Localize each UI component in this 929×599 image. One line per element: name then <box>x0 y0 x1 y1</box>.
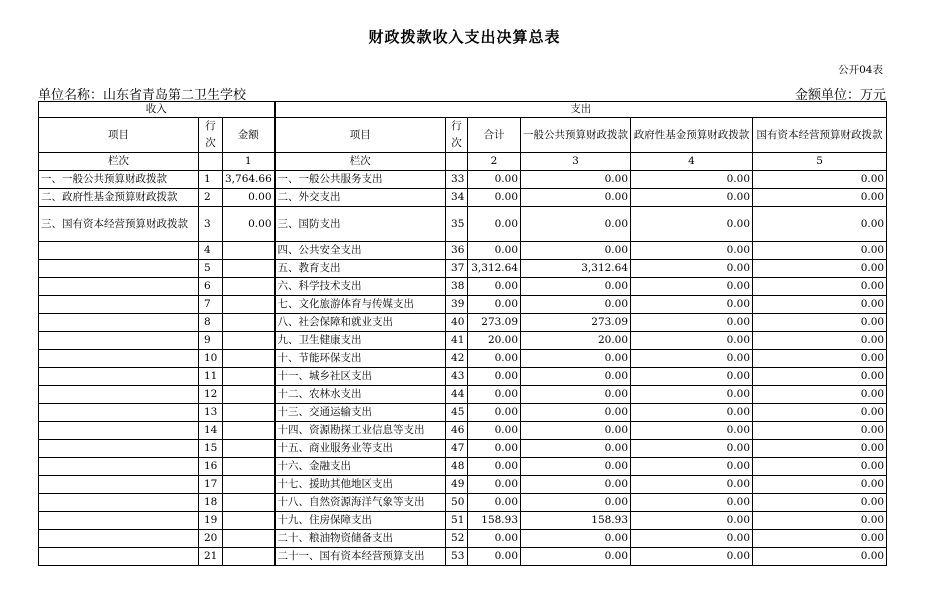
state-capital-budget-cell: 0.00 <box>753 530 887 548</box>
table-row <box>39 296 887 314</box>
gov-fund-budget-cell: 0.00 <box>631 314 753 332</box>
gov-fund-budget-cell: 0.00 <box>631 189 753 207</box>
table-row <box>39 189 887 207</box>
income-line-no-cell: 13 <box>199 404 223 422</box>
gov-fund-budget-cell: 0.00 <box>631 332 753 350</box>
income-item-cell <box>39 332 199 350</box>
table-row <box>39 207 887 242</box>
income-line-no-cell: 21 <box>199 548 223 566</box>
income-line-no-cell: 19 <box>199 512 223 530</box>
income-line-no-cell: 9 <box>199 332 223 350</box>
col-num-4: 4 <box>631 153 753 171</box>
total-cell: 0.00 <box>468 350 521 368</box>
income-amount-cell <box>223 386 275 404</box>
gov-fund-budget-cell: 0.00 <box>631 350 753 368</box>
general-budget-cell: 0.00 <box>521 494 631 512</box>
general-budget-cell: 273.09 <box>521 314 631 332</box>
income-amount-cell <box>223 350 275 368</box>
gov-fund-budget-cell: 0.00 <box>631 242 753 260</box>
table-row <box>39 314 887 332</box>
state-capital-budget-cell: 0.00 <box>753 476 887 494</box>
income-amount-cell <box>223 440 275 458</box>
general-budget-cell: 0.00 <box>521 350 631 368</box>
general-budget-cell: 0.00 <box>521 386 631 404</box>
gov-fund-budget-cell: 0.00 <box>631 404 753 422</box>
gov-fund-budget-cell: 0.00 <box>631 171 753 189</box>
table-row <box>39 422 887 440</box>
total-cell: 0.00 <box>468 494 521 512</box>
total-header: 合计 <box>468 118 521 153</box>
income-column-row-label: 栏次 <box>39 153 199 171</box>
expense-item-cell: 七、文化旅游体育与传媒支出 <box>275 296 446 314</box>
table-row <box>39 548 887 566</box>
expense-item-cell: 四、公共安全支出 <box>275 242 446 260</box>
gov-fund-budget-cell: 0.00 <box>631 260 753 278</box>
expense-line-no-cell: 39 <box>446 296 468 314</box>
income-line-no-cell: 5 <box>199 260 223 278</box>
income-amount-cell <box>223 422 275 440</box>
expense-item-cell: 十八、自然资源海洋气象等支出 <box>275 494 446 512</box>
state-capital-budget-cell: 0.00 <box>753 260 887 278</box>
expense-line-no-cell: 50 <box>446 494 468 512</box>
income-item-cell <box>39 260 199 278</box>
income-line-no-cell: 16 <box>199 458 223 476</box>
expense-line-no-cell: 37 <box>446 260 468 278</box>
income-item-cell <box>39 314 199 332</box>
income-amount-cell <box>223 332 275 350</box>
income-line-no-cell: 11 <box>199 368 223 386</box>
income-amount-cell <box>223 494 275 512</box>
income-item-cell: 二、政府性基金预算财政拨款 <box>39 189 199 207</box>
total-cell: 0.00 <box>468 242 521 260</box>
table-row <box>39 512 887 530</box>
income-item-cell <box>39 476 199 494</box>
table-row <box>39 440 887 458</box>
state-capital-budget-cell: 0.00 <box>753 548 887 566</box>
income-amount-cell <box>223 242 275 260</box>
expense-item-cell: 十二、农林水支出 <box>275 386 446 404</box>
total-cell: 0.00 <box>468 368 521 386</box>
total-cell: 0.00 <box>468 171 521 189</box>
total-cell: 0.00 <box>468 530 521 548</box>
income-line-no-cell: 15 <box>199 440 223 458</box>
expense-item-cell: 一、一般公共服务支出 <box>275 171 446 189</box>
expense-group-header: 支出 <box>275 102 887 118</box>
state-capital-budget-cell: 0.00 <box>753 314 887 332</box>
state-capital-budget-cell: 0.00 <box>753 404 887 422</box>
total-cell: 0.00 <box>468 548 521 566</box>
income-line-no-cell: 12 <box>199 386 223 404</box>
income-amount-cell: 0.00 <box>223 207 275 242</box>
income-line-no-cell: 1 <box>199 171 223 189</box>
expense-item-cell: 十一、城乡社区支出 <box>275 368 446 386</box>
income-amount-header: 金额 <box>223 118 275 153</box>
general-budget-cell: 0.00 <box>521 548 631 566</box>
income-line-no-cell: 17 <box>199 476 223 494</box>
expense-item-cell: 五、教育支出 <box>275 260 446 278</box>
expense-item-cell: 十、节能环保支出 <box>275 350 446 368</box>
general-budget-header: 一般公共预算财政拨款 <box>521 118 631 153</box>
state-capital-budget-cell: 0.00 <box>753 332 887 350</box>
income-item-cell <box>39 494 199 512</box>
col-num-3: 3 <box>521 153 631 171</box>
state-capital-budget-cell: 0.00 <box>753 386 887 404</box>
gov-fund-budget-cell: 0.00 <box>631 386 753 404</box>
state-capital-budget-cell: 0.00 <box>753 512 887 530</box>
state-capital-budget-cell: 0.00 <box>753 494 887 512</box>
income-item-cell <box>39 278 199 296</box>
table-row <box>39 242 887 260</box>
total-cell: 158.93 <box>468 512 521 530</box>
income-item-cell: 三、国有资本经营预算财政拨款 <box>39 207 199 242</box>
expense-item-cell: 八、社会保障和就业支出 <box>275 314 446 332</box>
income-group-header: 收入 <box>39 102 275 118</box>
expense-line-no-header: 行次 <box>446 118 468 153</box>
amount-unit: 金额单位：万元 <box>794 88 886 103</box>
expense-item-header: 项目 <box>275 118 446 153</box>
state-capital-budget-cell: 0.00 <box>753 207 887 242</box>
state-capital-budget-cell: 0.00 <box>753 242 887 260</box>
state-capital-budget-cell: 0.00 <box>753 278 887 296</box>
gov-fund-budget-cell: 0.00 <box>631 296 753 314</box>
expense-line-no-cell: 49 <box>446 476 468 494</box>
expense-item-cell: 二、外交支出 <box>275 189 446 207</box>
total-cell: 0.00 <box>468 278 521 296</box>
expense-item-cell: 十四、资源勘探工业信息等支出 <box>275 422 446 440</box>
income-item-cell <box>39 350 199 368</box>
expense-item-cell: 二十、粮油物资储备支出 <box>275 530 446 548</box>
gov-fund-budget-cell: 0.00 <box>631 207 753 242</box>
expense-line-no-blank <box>446 153 468 171</box>
expense-line-no-cell: 41 <box>446 332 468 350</box>
expense-line-no-cell: 35 <box>446 207 468 242</box>
income-amount-cell <box>223 278 275 296</box>
expense-line-no-cell: 48 <box>446 458 468 476</box>
general-budget-cell: 0.00 <box>521 207 631 242</box>
income-line-no-cell: 20 <box>199 530 223 548</box>
state-capital-budget-cell: 0.00 <box>753 458 887 476</box>
income-amount-cell <box>223 404 275 422</box>
general-budget-cell: 0.00 <box>521 530 631 548</box>
income-item-cell <box>39 458 199 476</box>
expense-line-no-cell: 47 <box>446 440 468 458</box>
income-item-cell <box>39 530 199 548</box>
expense-column-row-label: 栏次 <box>275 153 446 171</box>
income-line-no-header: 行次 <box>199 118 223 153</box>
income-line-no-cell: 18 <box>199 494 223 512</box>
income-item-cell <box>39 386 199 404</box>
unit-name: 单位名称：山东省青岛第二卫生学校 <box>38 88 247 103</box>
expense-item-cell: 十三、交通运输支出 <box>275 404 446 422</box>
gov-fund-budget-cell: 0.00 <box>631 458 753 476</box>
general-budget-cell: 0.00 <box>521 476 631 494</box>
general-budget-cell: 0.00 <box>521 422 631 440</box>
total-cell: 0.00 <box>468 386 521 404</box>
expense-item-cell: 十七、援助其他地区支出 <box>275 476 446 494</box>
table-row <box>39 350 887 368</box>
state-capital-budget-cell: 0.00 <box>753 350 887 368</box>
income-item-cell <box>39 368 199 386</box>
table-row <box>39 171 887 189</box>
income-line-no-cell: 6 <box>199 278 223 296</box>
expense-line-no-cell: 46 <box>446 422 468 440</box>
state-capital-budget-cell: 0.00 <box>753 422 887 440</box>
general-budget-cell: 158.93 <box>521 512 631 530</box>
total-cell: 3,312.64 <box>468 260 521 278</box>
expense-line-no-cell: 40 <box>446 314 468 332</box>
general-budget-cell: 0.00 <box>521 171 631 189</box>
expense-line-no-cell: 52 <box>446 530 468 548</box>
expense-line-no-cell: 42 <box>446 350 468 368</box>
income-amount-cell <box>223 530 275 548</box>
general-budget-cell: 0.00 <box>521 189 631 207</box>
income-item-cell <box>39 512 199 530</box>
income-item-header: 项目 <box>39 118 199 153</box>
total-cell: 20.00 <box>468 332 521 350</box>
income-line-no-cell: 14 <box>199 422 223 440</box>
table-row <box>39 260 887 278</box>
total-cell: 0.00 <box>468 404 521 422</box>
gov-fund-budget-cell: 0.00 <box>631 548 753 566</box>
expense-item-cell: 十五、商业服务业等支出 <box>275 440 446 458</box>
table-row <box>39 404 887 422</box>
expense-item-cell: 九、卫生健康支出 <box>275 332 446 350</box>
total-cell: 0.00 <box>468 422 521 440</box>
expense-item-cell: 十九、住房保障支出 <box>275 512 446 530</box>
table-row <box>39 368 887 386</box>
general-budget-cell: 3,312.64 <box>521 260 631 278</box>
income-amount-cell <box>223 260 275 278</box>
state-capital-budget-header: 国有资本经营预算财政拨款 <box>753 118 887 153</box>
table-row <box>39 530 887 548</box>
gov-fund-budget-cell: 0.00 <box>631 440 753 458</box>
table-row <box>39 476 887 494</box>
income-line-no-cell: 10 <box>199 350 223 368</box>
table-body <box>39 171 887 566</box>
report-title: 财政拨款收入支出决算总表 <box>368 28 561 46</box>
income-item-cell: 一、一般公共预算财政拨款 <box>39 171 199 189</box>
income-amount-cell <box>223 476 275 494</box>
expense-line-no-cell: 44 <box>446 386 468 404</box>
gov-fund-budget-header: 政府性基金预算财政拨款 <box>631 118 753 153</box>
col-num-5: 5 <box>753 153 887 171</box>
income-item-cell <box>39 548 199 566</box>
state-capital-budget-cell: 0.00 <box>753 171 887 189</box>
expense-item-cell: 六、科学技术支出 <box>275 278 446 296</box>
expense-line-no-cell: 36 <box>446 242 468 260</box>
form-code: 公开04表 <box>838 64 883 76</box>
total-cell: 0.00 <box>468 296 521 314</box>
income-item-cell <box>39 422 199 440</box>
gov-fund-budget-cell: 0.00 <box>631 368 753 386</box>
income-amount-cell <box>223 314 275 332</box>
income-amount-cell <box>223 458 275 476</box>
income-line-no-cell: 4 <box>199 242 223 260</box>
expense-line-no-cell: 53 <box>446 548 468 566</box>
expense-item-cell: 十六、金融支出 <box>275 458 446 476</box>
state-capital-budget-cell: 0.00 <box>753 440 887 458</box>
table-row <box>39 332 887 350</box>
income-amount-cell <box>223 512 275 530</box>
total-cell: 0.00 <box>468 458 521 476</box>
total-cell: 273.09 <box>468 314 521 332</box>
income-amount-cell: 0.00 <box>223 189 275 207</box>
table-row <box>39 278 887 296</box>
income-item-cell <box>39 404 199 422</box>
total-cell: 0.00 <box>468 440 521 458</box>
general-budget-cell: 0.00 <box>521 440 631 458</box>
table-row <box>39 494 887 512</box>
general-budget-cell: 0.00 <box>521 242 631 260</box>
expense-line-no-cell: 43 <box>446 368 468 386</box>
total-cell: 0.00 <box>468 189 521 207</box>
income-line-no-blank <box>199 153 223 171</box>
expense-line-no-cell: 51 <box>446 512 468 530</box>
expense-line-no-cell: 34 <box>446 189 468 207</box>
expense-line-no-cell: 33 <box>446 171 468 189</box>
state-capital-budget-cell: 0.00 <box>753 296 887 314</box>
total-cell: 0.00 <box>468 476 521 494</box>
income-amount-cell <box>223 296 275 314</box>
income-amount-cell <box>223 368 275 386</box>
expense-item-cell: 二十一、国有资本经营预算支出 <box>275 548 446 566</box>
budget-summary-table <box>38 101 887 566</box>
state-capital-budget-cell: 0.00 <box>753 368 887 386</box>
general-budget-cell: 0.00 <box>521 404 631 422</box>
general-budget-cell: 0.00 <box>521 296 631 314</box>
expense-line-no-cell: 38 <box>446 278 468 296</box>
gov-fund-budget-cell: 0.00 <box>631 530 753 548</box>
table-row <box>39 458 887 476</box>
income-amount-cell: 3,764.66 <box>223 171 275 189</box>
general-budget-cell: 0.00 <box>521 278 631 296</box>
gov-fund-budget-cell: 0.00 <box>631 476 753 494</box>
income-amount-cell <box>223 548 275 566</box>
income-item-cell <box>39 440 199 458</box>
expense-line-no-cell: 45 <box>446 404 468 422</box>
gov-fund-budget-cell: 0.00 <box>631 278 753 296</box>
general-budget-cell: 0.00 <box>521 458 631 476</box>
col-num-1: 1 <box>223 153 275 171</box>
general-budget-cell: 0.00 <box>521 368 631 386</box>
gov-fund-budget-cell: 0.00 <box>631 422 753 440</box>
gov-fund-budget-cell: 0.00 <box>631 494 753 512</box>
income-line-no-cell: 2 <box>199 189 223 207</box>
income-line-no-cell: 8 <box>199 314 223 332</box>
expense-item-cell: 三、国防支出 <box>275 207 446 242</box>
total-cell: 0.00 <box>468 207 521 242</box>
table-row <box>39 386 887 404</box>
income-item-cell <box>39 296 199 314</box>
income-line-no-cell: 3 <box>199 207 223 242</box>
income-item-cell <box>39 242 199 260</box>
state-capital-budget-cell: 0.00 <box>753 189 887 207</box>
col-num-2: 2 <box>468 153 521 171</box>
gov-fund-budget-cell: 0.00 <box>631 512 753 530</box>
income-line-no-cell: 7 <box>199 296 223 314</box>
general-budget-cell: 20.00 <box>521 332 631 350</box>
